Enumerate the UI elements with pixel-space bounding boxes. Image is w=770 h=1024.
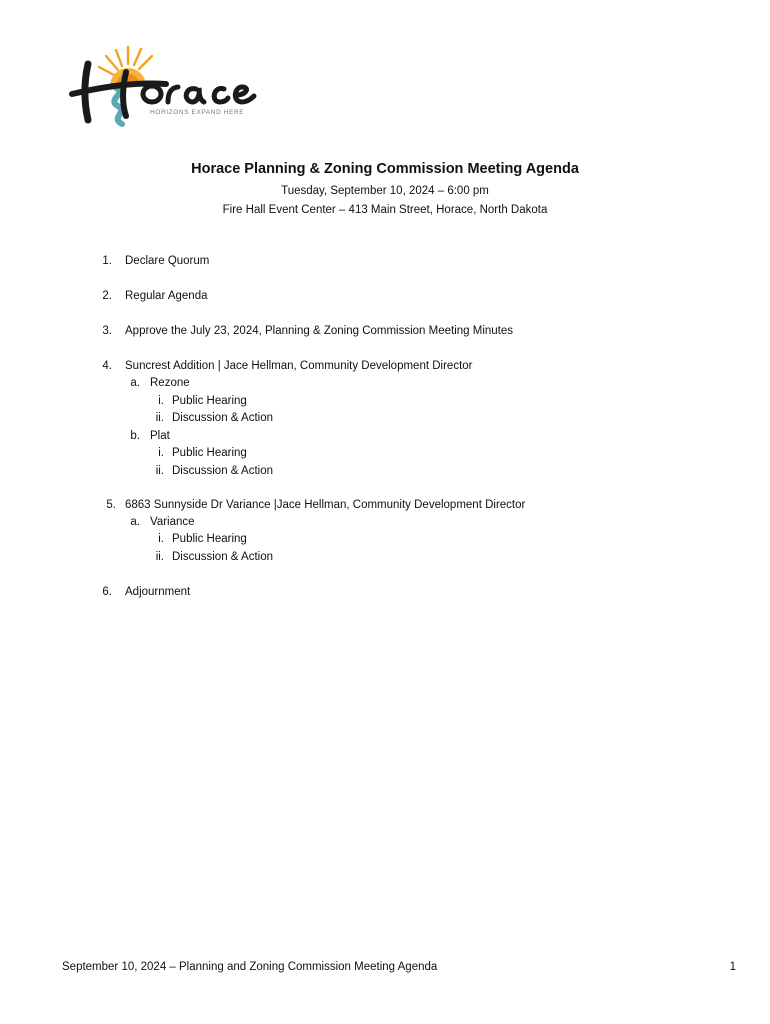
sub-sub-item-numeral: ii. <box>155 465 164 477</box>
agenda-item-number: 3. <box>102 325 112 337</box>
agenda-item-regular-agenda: Regular Agenda <box>125 290 208 302</box>
sub-item-plat: Plat <box>150 430 170 442</box>
agenda-item-number: 2. <box>102 290 112 302</box>
meeting-date-time: Tuesday, September 10, 2024 – 6:00 pm <box>281 185 489 197</box>
sub-item-rezone: Rezone <box>150 377 190 389</box>
sub-sub-item-public-hearing: Public Hearing <box>172 533 247 545</box>
agenda-item-suncrest-addition: Suncrest Addition | Jace Hellman, Community Development Director <box>125 360 473 372</box>
agenda-item-sunnyside-variance: 6863 Sunnyside Dr Variance |Jace Hellman, Community Development Director <box>125 499 526 511</box>
agenda-item-number: 1. <box>102 255 112 267</box>
agenda-item-number: 5. <box>106 499 116 511</box>
sub-item-letter: a. <box>130 377 140 389</box>
agenda-item-declare-quorum: Declare Quorum <box>125 255 210 267</box>
agenda-item-number: 6. <box>102 586 112 598</box>
sub-item-variance: Variance <box>150 516 195 528</box>
logo-tagline: HORIZONS EXPAND HERE <box>150 109 245 116</box>
sub-sub-item-numeral: i. <box>158 447 164 459</box>
agenda-item-approve-minutes: Approve the July 23, 2024, Planning & Zoning Commission Meeting Minutes <box>125 325 514 337</box>
page-number: 1 <box>729 961 736 973</box>
meeting-location: Fire Hall Event Center – 413 Main Street, Horace, North Dakota <box>222 204 548 216</box>
sub-item-letter: a. <box>130 516 140 528</box>
sub-sub-item-numeral: ii. <box>155 412 164 424</box>
sub-sub-item-discussion-action: Discussion & Action <box>172 412 273 424</box>
agenda-item-adjournment: Adjournment <box>125 586 191 598</box>
sub-sub-item-public-hearing: Public Hearing <box>172 447 247 459</box>
sub-sub-item-public-hearing: Public Hearing <box>172 395 247 407</box>
sub-sub-item-discussion-action: Discussion & Action <box>172 465 273 477</box>
sub-sub-item-discussion-action: Discussion & Action <box>172 551 273 563</box>
footer-text: September 10, 2024 – Planning and Zoning Commission Meeting Agenda <box>62 961 438 973</box>
sub-sub-item-numeral: i. <box>158 533 164 545</box>
sub-sub-item-numeral: i. <box>158 395 164 407</box>
sub-item-letter: b. <box>130 430 140 442</box>
page-title: Horace Planning & Zoning Commission Meeting Agenda <box>191 161 579 177</box>
sub-sub-item-numeral: ii. <box>155 551 164 563</box>
agenda-item-number: 4. <box>102 360 112 372</box>
